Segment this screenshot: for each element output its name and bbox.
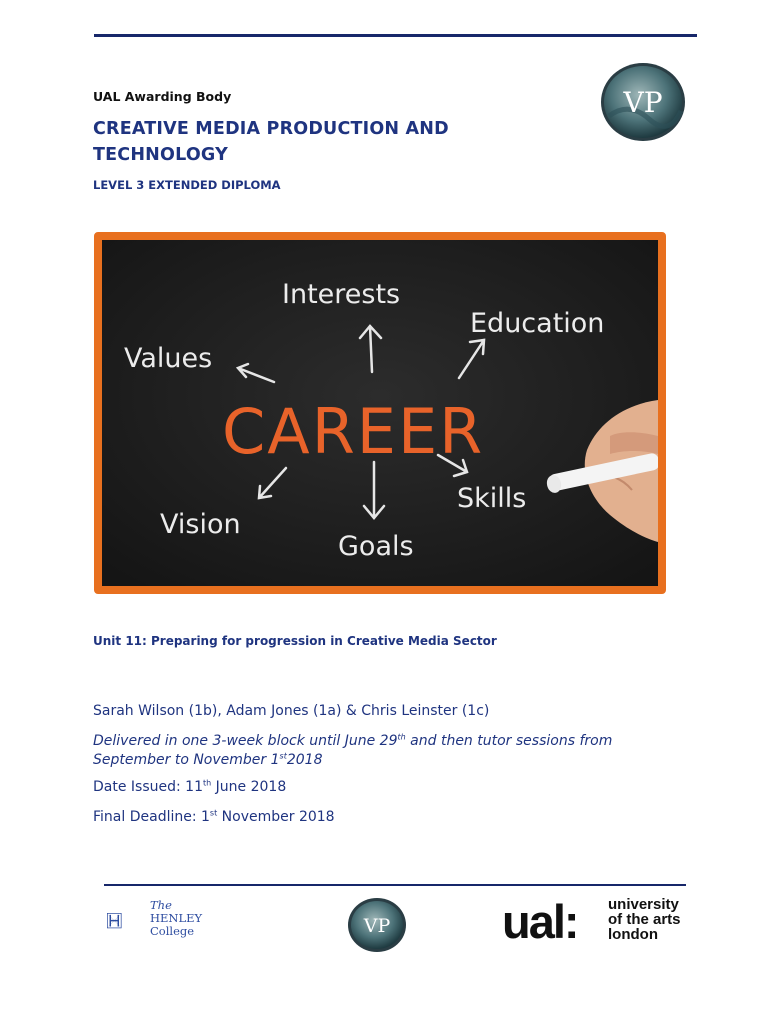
word-interests: Interests bbox=[282, 279, 401, 310]
henley-college-text: The HENLEY College bbox=[150, 898, 203, 938]
henley-college-logo bbox=[107, 898, 147, 944]
word-goals: Goals bbox=[338, 531, 414, 562]
career-image bbox=[94, 232, 666, 594]
svg-text:VP: VP bbox=[623, 86, 663, 119]
ual-logo-mark: ual: bbox=[502, 895, 578, 948]
awarding-body: UAL Awarding Body bbox=[93, 89, 232, 104]
word-vision: Vision bbox=[160, 509, 241, 540]
bottom-divider bbox=[104, 884, 686, 886]
date-issued: Date Issued: 11th June 2018 bbox=[93, 778, 287, 795]
top-divider bbox=[94, 34, 697, 37]
svg-text:VP: VP bbox=[363, 915, 391, 937]
delivery-note: Delivered in one 3-week block until June 29th and then tutor sessions from September to November 1st2018 bbox=[93, 732, 613, 768]
unit-title: Unit 11: Preparing for progression in Creative Media Sector bbox=[93, 634, 497, 648]
course-title: CREATIVE MEDIA PRODUCTION AND TECHNOLOGY bbox=[93, 119, 449, 165]
final-deadline: Final Deadline: 1st November 2018 bbox=[93, 808, 335, 825]
ual-logo-words: university of the arts london bbox=[608, 896, 681, 943]
authors: Sarah Wilson (1b), Adam Jones (1a) & Chris Leinster (1c) bbox=[93, 703, 490, 719]
course-level: LEVEL 3 EXTENDED DIPLOMA bbox=[93, 178, 281, 192]
vp-footer-logo bbox=[347, 897, 407, 953]
word-education: Education bbox=[470, 308, 605, 339]
career-word: CAREER bbox=[222, 395, 485, 468]
vp-logo bbox=[599, 61, 687, 143]
word-skills: Skills bbox=[457, 483, 527, 514]
word-values: Values bbox=[124, 343, 213, 374]
